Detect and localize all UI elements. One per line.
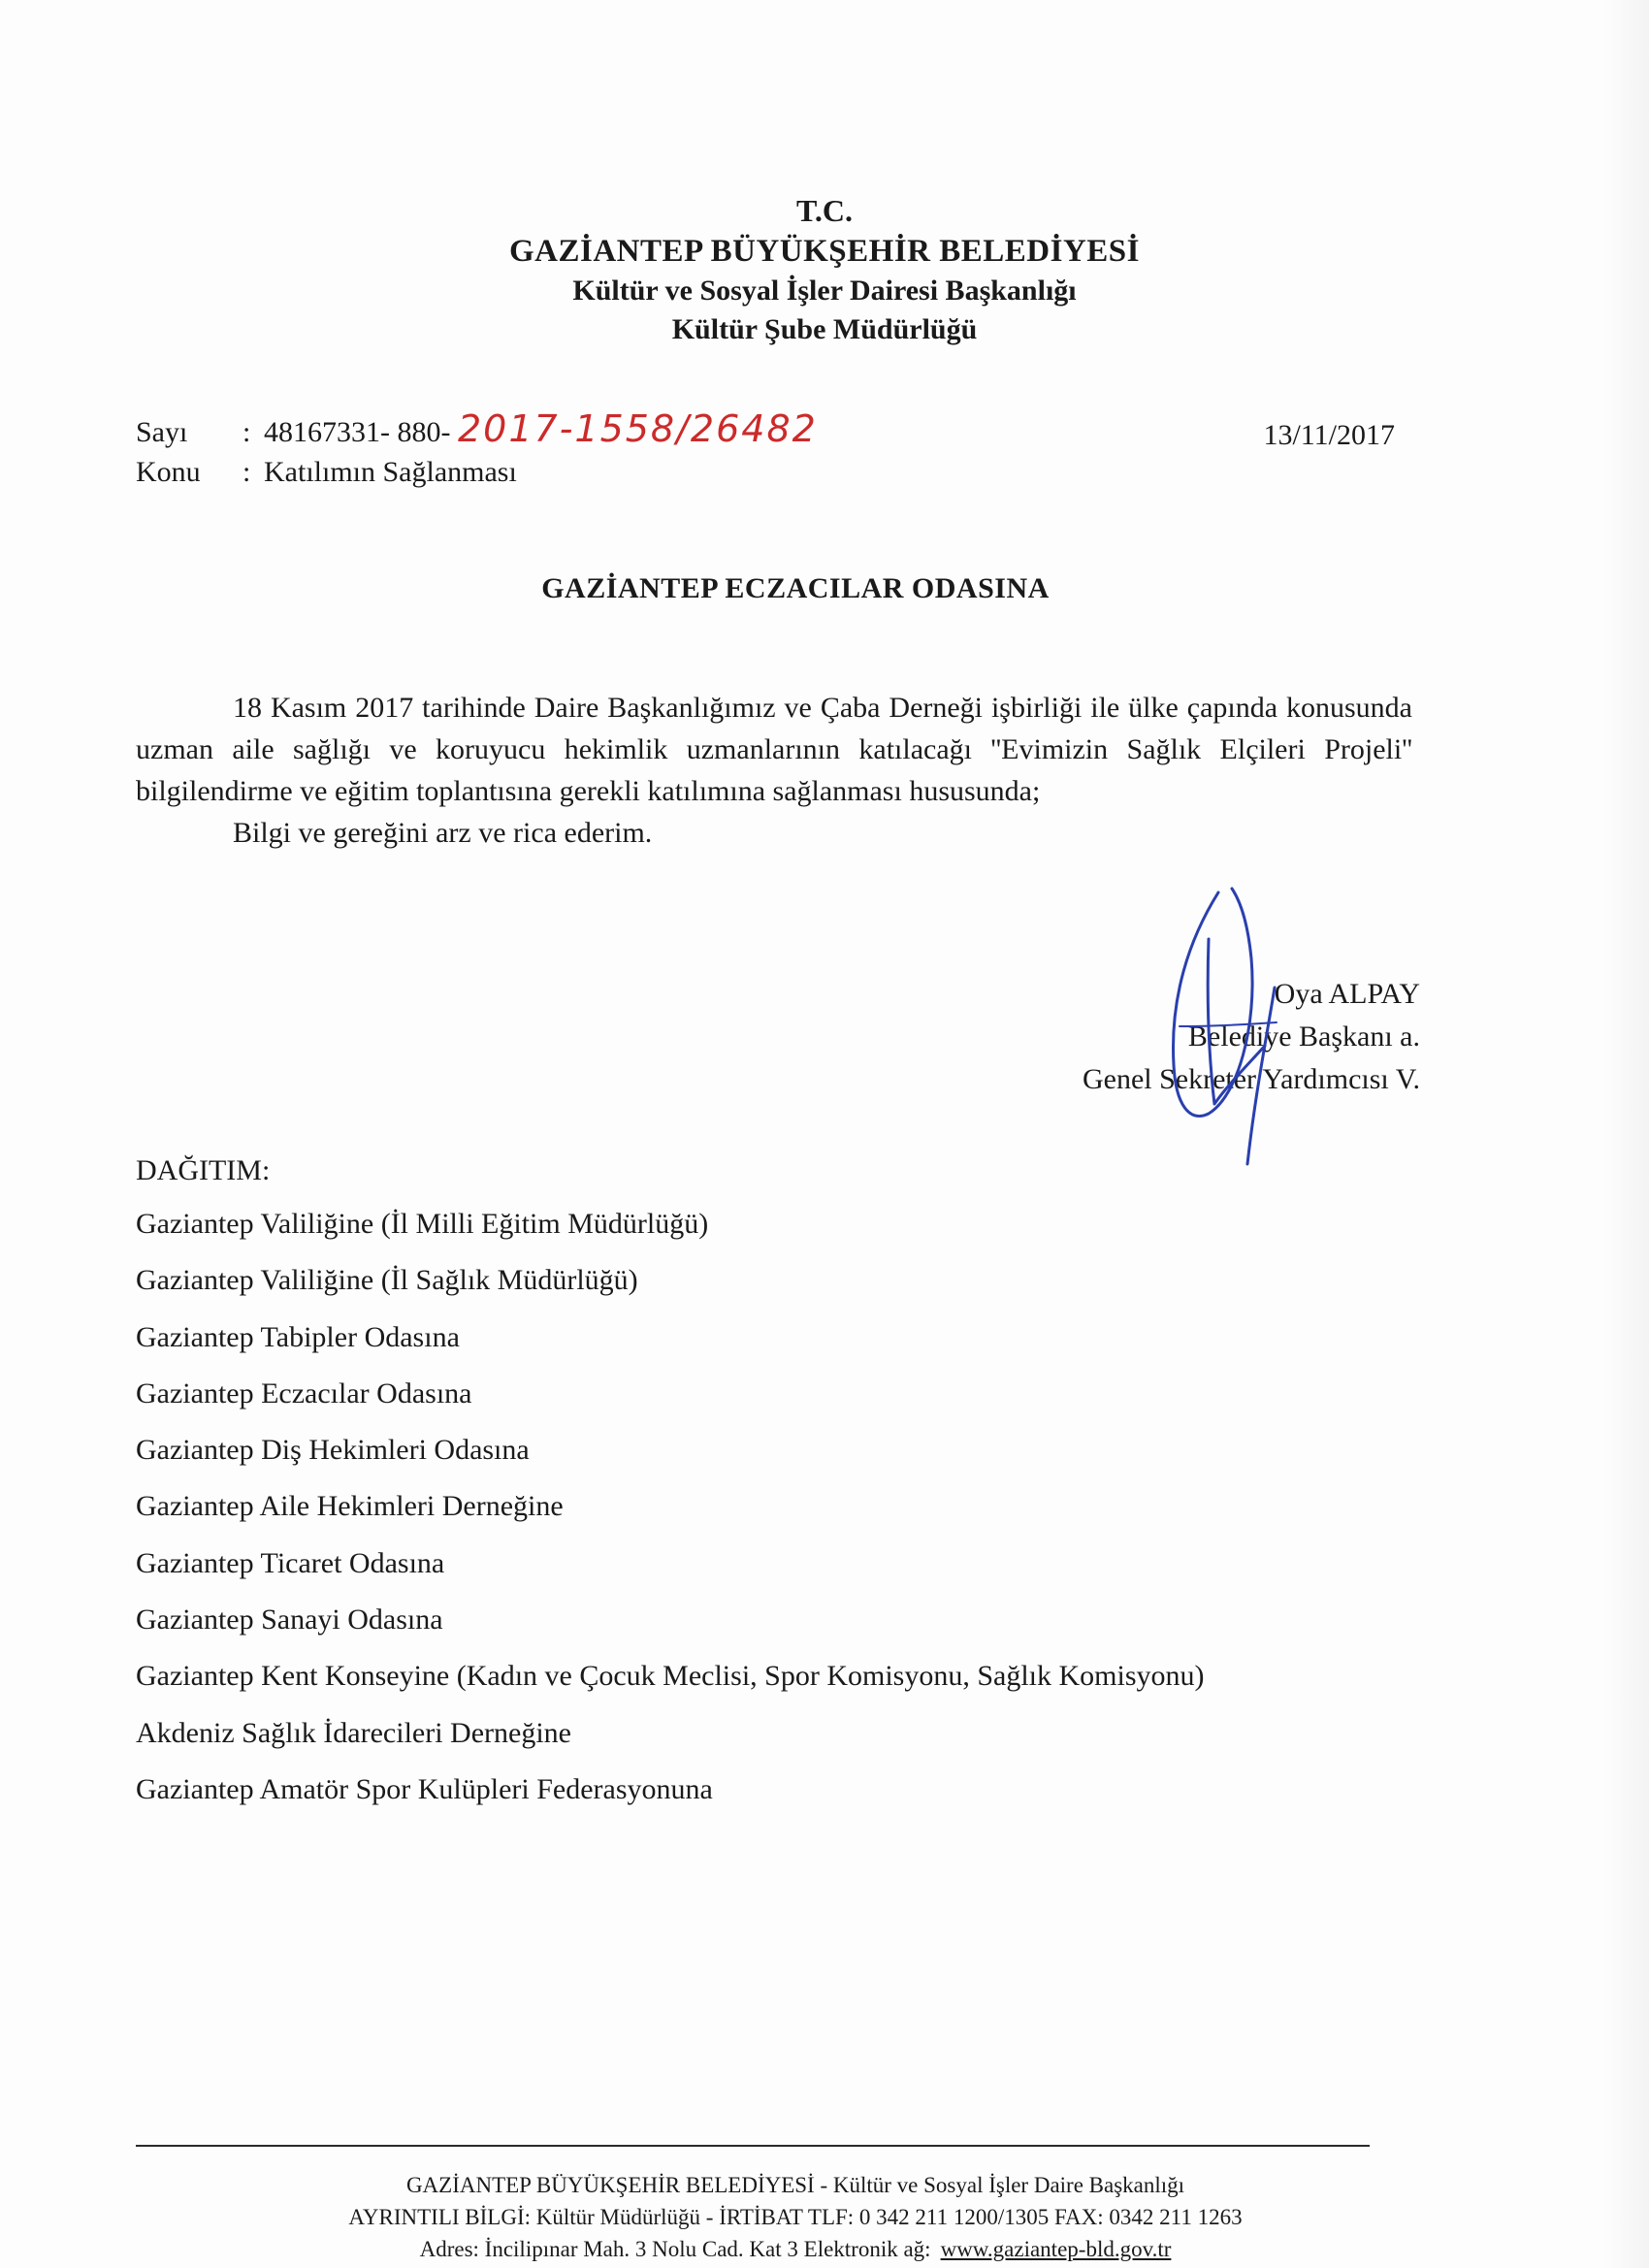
letter-body	[136, 687, 1412, 854]
header-line-branch: Kültür Şube Müdürlüğü	[671, 313, 978, 345]
footer-divider	[136, 2145, 1370, 2147]
document-date: 13/11/2017	[1263, 419, 1395, 451]
body-paragraph-2: Bilgi ve gereğini arz ve rica ederim.	[233, 817, 653, 849]
handwritten-signature	[1150, 881, 1306, 1172]
distribution-item: Gaziantep Kent Konseyine (Kadın ve Çocuk Meclisi, Spor Komisyonu, Sağlık Komisyonu)	[136, 1660, 1205, 1693]
signatory-title-1: Belediye Başkanı a.	[1187, 1021, 1420, 1053]
signatory-title-2: Genel Sekreter Yardımcısı V.	[1082, 1063, 1420, 1095]
distribution-item: Gaziantep Valiliğine (İl Milli Eğitim Müdürlüğü)	[136, 1208, 709, 1240]
letterhead	[0, 190, 1649, 349]
sayi-label: Sayı	[136, 416, 188, 448]
konu-colon: :	[242, 456, 251, 488]
konu-value: Katılımın Sağlanması	[264, 456, 517, 488]
sayi-handwritten-number: 2017-1558/26482	[457, 407, 818, 450]
sayi-colon: :	[242, 416, 251, 448]
addressee: GAZİANTEP ECZACILAR ODASINA	[541, 572, 1050, 604]
distribution-item: Gaziantep Aile Hekimleri Derneğine	[136, 1490, 564, 1523]
distribution-item: Gaziantep Valiliğine (İl Sağlık Müdürlüğü)	[136, 1264, 638, 1297]
footer-line-2: AYRINTILI BİLGİ: Kültür Müdürlüğü - İRTİBAT TLF: 0 342 211 1200/1305 FAX: 0342 211 1263	[348, 2205, 1243, 2229]
footer-line-1: GAZİANTEP BÜYÜKŞEHİR BELEDİYESİ - Kültür ve Sosyal İşler Daire Başkanlığı	[405, 2173, 1185, 2197]
distribution-item: Gaziantep Ticaret Odasına	[136, 1546, 445, 1579]
distribution-item: Gaziantep Eczacılar Odasına	[136, 1377, 472, 1409]
sayi-value: 48167331- 880-	[264, 416, 451, 448]
distribution-list	[136, 1205, 1205, 1827]
footer	[0, 2169, 1591, 2265]
distribution-item: Gaziantep Tabipler Odasına	[136, 1320, 460, 1353]
body-paragraph-1: 18 Kasım 2017 tarihinde Daire Başkanlığımız ve Çaba Derneği işbirliği ile ülke çapında konusunda uzman aile sağlığı ve koruyucu hekimlik uzmanlarının katılacağı ''Evimizin Sağlık Elçileri Projeli'' bilgilendirme ve eğitim toplantısına gerekli katılımına sağlanması hususunda;	[136, 692, 1412, 807]
footer-address: Adres: İncilipınar Mah. 3 Nolu Cad. Kat 3 Elektronik ağ:	[419, 2237, 931, 2261]
header-line-municipality: GAZİANTEP BÜYÜKŞEHİR BELEDİYESİ	[508, 234, 1140, 269]
header-line-department: Kültür ve Sosyal İşler Dairesi Başkanlığı	[572, 275, 1077, 307]
sayi-row	[136, 407, 818, 450]
distribution-title: DAĞITIM:	[136, 1154, 271, 1186]
konu-label: Konu	[136, 456, 201, 488]
distribution-item: Gaziantep Amatör Spor Kulüpleri Federasyonuna	[136, 1772, 713, 1805]
website-link[interactable]: www.gaziantep-bld.gov.tr	[940, 2237, 1172, 2261]
signatory-name: Oya ALPAY	[1274, 978, 1420, 1010]
header-line-tc: T.C.	[795, 193, 854, 228]
distribution-item: Gaziantep Sanayi Odasına	[136, 1604, 443, 1636]
distribution-item: Akdeniz Sağlık İdarecileri Derneğine	[136, 1716, 571, 1749]
footer-line-3	[0, 2233, 1591, 2265]
konu-row	[136, 456, 517, 489]
distribution-item: Gaziantep Diş Hekimleri Odasına	[136, 1434, 530, 1467]
